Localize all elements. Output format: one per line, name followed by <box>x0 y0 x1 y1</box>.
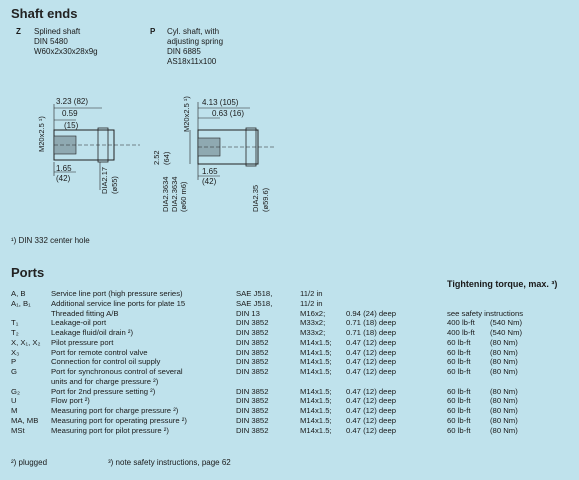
cell-torque: 60 lb-ft <box>447 347 471 357</box>
p-dia-a3: (ø60 m6) <box>179 181 188 212</box>
cell-code: G₂ <box>11 386 20 396</box>
cell-torque: 60 lb-ft <box>447 415 471 425</box>
cell-code: U <box>11 396 17 406</box>
cell-std: DIN 3852 <box>236 347 269 357</box>
z-dia-b: (ø55) <box>110 176 119 194</box>
cell-depth: 0.71 (18) deep <box>346 318 397 328</box>
cell-depth: 0.47 (12) deep <box>346 357 397 367</box>
cell-depth: 0.47 (12) deep <box>346 406 397 415</box>
cell-desc: Measuring port for charge pressure ²) <box>51 406 179 415</box>
table-row <box>0 318 579 327</box>
cell-torque: 400 lb-ft <box>447 328 475 337</box>
cell-std: DIN 3852 <box>236 318 269 328</box>
cell-desc: Measuring port for operating pressure ²) <box>51 415 187 425</box>
cell-std: DIN 3852 <box>236 396 269 406</box>
cell-depth: 0.47 (12) deep <box>346 396 397 406</box>
cell-size: M14x1.5; <box>300 367 332 376</box>
table-row <box>0 387 579 396</box>
cell-desc: Leakage fluid/oil drain ²) <box>51 328 134 337</box>
cell-code: M <box>11 406 18 415</box>
cell-code: P <box>11 357 17 367</box>
cell-depth: 0.47 (12) deep <box>346 367 397 376</box>
cell-torque: 60 lb-ft <box>447 386 471 396</box>
option-p-code: P <box>150 27 156 36</box>
p-dia-b1: DIA2.35 <box>251 184 260 212</box>
z-dim-bottom-b: (42) <box>56 174 71 183</box>
cell-torque: 60 lb-ft <box>447 367 471 376</box>
cell-depth: 0.94 (24) deep <box>346 308 397 318</box>
cell-std: DIN 3852 <box>236 337 269 347</box>
cell-code: A, B <box>11 289 26 298</box>
cell-desc: units and for charge pressure ²) <box>51 376 159 386</box>
table-row <box>0 406 579 415</box>
cell-code: G <box>11 367 17 376</box>
z-dim-bottom-a: 1.65 <box>56 164 72 173</box>
table-row <box>0 357 579 366</box>
option-z-line: Splined shaft <box>34 27 81 36</box>
z-dim-len: 3.23 (82) <box>56 97 89 106</box>
cell-std: SAE J518, <box>236 298 273 308</box>
cell-size: M14x1.5; <box>300 415 332 425</box>
cell-size: M14x1.5; <box>300 425 332 435</box>
cell-depth: 0.47 (12) deep <box>346 415 397 425</box>
cell-size: M14x1.5; <box>300 347 332 357</box>
cell-nm: (540 Nm) <box>490 318 523 328</box>
p-dia-a1: DIA2.3634 <box>161 176 170 212</box>
shaft-p-drawing <box>150 90 275 215</box>
cell-code: T₁ <box>11 318 19 328</box>
cell-size: 11/2 in <box>300 289 323 298</box>
shaft-z-drawing <box>30 90 140 200</box>
cell-nm: (80 Nm) <box>490 357 518 367</box>
cell-std: DIN 3852 <box>236 367 269 376</box>
ports-footnote-safety: ³) note safety instructions, page 62 <box>108 458 231 467</box>
table-row <box>0 338 579 347</box>
cell-torque: 60 lb-ft <box>447 406 471 415</box>
cell-code: T₂ <box>11 328 19 337</box>
cell-std: DIN 13 <box>236 308 260 318</box>
cell-desc: Pilot pressure port <box>51 337 114 347</box>
p-dim-a: 0.63 (16) <box>212 109 245 118</box>
shaft-footnote: ¹) DIN 332 center hole <box>11 236 90 245</box>
cell-torque: 400 lb-ft <box>447 318 475 328</box>
cell-desc: Port for synchronous control of several <box>51 367 183 376</box>
option-p-line: DIN 6885 <box>167 47 201 56</box>
option-p-line: Cyl. shaft, with <box>167 27 220 36</box>
cell-desc: Service line port (high pressure series) <box>51 289 183 298</box>
cell-torque: see safety instructions <box>447 308 524 318</box>
p-dim-len: 4.13 (105) <box>202 98 239 107</box>
option-z-desc <box>34 27 98 57</box>
cell-nm: (80 Nm) <box>490 367 518 376</box>
cell-nm: (80 Nm) <box>490 415 518 425</box>
cell-std: DIN 3852 <box>236 328 269 337</box>
option-p-line: AS18x11x100 <box>167 57 217 66</box>
cell-nm: (80 Nm) <box>490 337 518 347</box>
cell-desc: Port for remote control valve <box>51 347 148 357</box>
cell-desc: Connection for control oil supply <box>51 357 161 367</box>
cell-code: A₁, B₁ <box>11 298 31 308</box>
table-row <box>0 416 579 425</box>
cell-size: 11/2 in <box>300 298 323 308</box>
z-dim-a: 0.59 <box>62 109 78 118</box>
z-dia-a: DIA2.17 <box>100 166 109 194</box>
option-z-line: W60x2x30x28x9g <box>34 47 98 56</box>
cell-nm: (80 Nm) <box>490 406 518 415</box>
cell-torque: 60 lb-ft <box>447 425 471 435</box>
cell-desc: Measuring port for pilot pressure ²) <box>51 425 169 435</box>
cell-nm: (80 Nm) <box>490 396 518 406</box>
shaft-z-svg <box>30 90 140 200</box>
cell-depth: 0.47 (12) deep <box>346 386 397 396</box>
cell-code: MA, MB <box>11 415 39 425</box>
cell-desc: Additional service line ports for plate 15 <box>51 298 186 308</box>
p-dim-key-a: 2.52 <box>152 150 161 165</box>
cell-size: M16x2; <box>300 308 326 318</box>
cell-desc: Flow port ²) <box>51 396 90 406</box>
table-row <box>0 377 579 386</box>
cell-std: DIN 3852 <box>236 357 269 367</box>
table-row <box>0 348 579 357</box>
cell-code: X, X₁, X₂ <box>11 337 41 347</box>
cell-desc: Leakage-oil port <box>51 318 107 328</box>
cell-desc: Port for 2nd pressure setting ²) <box>51 386 156 396</box>
cell-std: DIN 3852 <box>236 386 269 396</box>
cell-nm: (80 Nm) <box>490 347 518 357</box>
cell-nm: (540 Nm) <box>490 328 523 337</box>
table-row <box>0 328 579 337</box>
p-dim-bottom-b: (42) <box>202 177 217 186</box>
cell-torque: 60 lb-ft <box>447 396 471 406</box>
table-row <box>0 396 579 405</box>
ports-title: Ports <box>11 265 45 280</box>
shaft-ends-title: Shaft ends <box>11 6 78 21</box>
cell-depth: 0.47 (12) deep <box>346 347 397 357</box>
cell-size: M14x1.5; <box>300 386 332 396</box>
option-z-line: DIN 5480 <box>34 37 68 46</box>
cell-size: M14x1.5; <box>300 396 332 406</box>
cell-nm: (80 Nm) <box>490 386 518 396</box>
p-dia-a2: DIA2.3634 <box>170 176 179 212</box>
p-dia-b2: (ø59.6) <box>261 187 270 212</box>
option-p-line: adjusting spring <box>167 37 224 46</box>
z-dim-b: (15) <box>64 121 79 130</box>
table-row <box>0 309 579 318</box>
cell-depth: 0.71 (18) deep <box>346 328 397 337</box>
z-thread: M20x2.5 ¹) <box>37 116 46 152</box>
cell-desc: Threaded fitting A/B <box>51 308 119 318</box>
cell-depth: 0.47 (12) deep <box>346 425 397 435</box>
cell-std: DIN 3852 <box>236 425 269 435</box>
cell-std: DIN 3852 <box>236 415 269 425</box>
table-row <box>0 299 579 308</box>
p-dim-key-b: (64) <box>162 151 171 165</box>
torque-header: Tightening torque, max. ³) <box>447 279 558 289</box>
table-row <box>0 289 579 298</box>
cell-code: X₃ <box>11 347 20 357</box>
cell-size: M33x2; <box>300 318 326 328</box>
p-thread: M20x2.5 ¹) <box>182 96 191 132</box>
cell-std: SAE J518, <box>236 289 273 298</box>
cell-nm: (80 Nm) <box>490 425 518 435</box>
cell-code: MSt <box>11 425 25 435</box>
ports-footnote-plugged: ²) plugged <box>11 458 48 467</box>
cell-torque: 60 lb-ft <box>447 357 471 367</box>
option-z-code: Z <box>16 27 21 36</box>
cell-torque: 60 lb-ft <box>447 337 471 347</box>
option-p-desc <box>167 27 223 67</box>
table-row <box>0 367 579 376</box>
cell-size: M14x1.5; <box>300 337 332 347</box>
cell-std: DIN 3852 <box>236 406 269 415</box>
cell-depth: 0.47 (12) deep <box>346 337 397 347</box>
p-dim-bottom-a: 1.65 <box>202 167 218 176</box>
cell-size: M14x1.5; <box>300 357 332 367</box>
table-row <box>0 426 579 435</box>
cell-size: M33x2; <box>300 328 326 337</box>
cell-size: M14x1.5; <box>300 406 332 415</box>
